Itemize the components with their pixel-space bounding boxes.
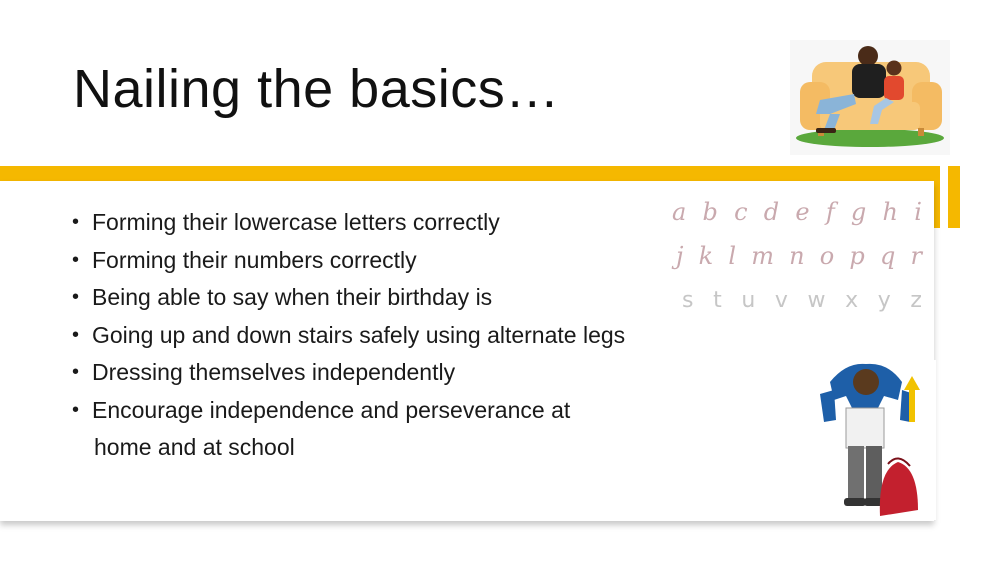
parent-child-sofa-illustration [790, 40, 950, 155]
alphabet-letter: s [682, 287, 694, 313]
alphabet-letter: m [751, 242, 774, 270]
alphabet-row-3 [682, 278, 922, 322]
alphabet-row-1 [672, 190, 922, 234]
alphabet-letter: t [713, 287, 722, 313]
alphabet-letter: o [819, 242, 835, 270]
alphabet-chart [672, 190, 922, 322]
alphabet-letter: l [728, 242, 737, 270]
alphabet-letter: v [774, 287, 788, 313]
bullet-item: • Encourage independence and perseverance at [72, 392, 772, 430]
alphabet-letter: f [825, 198, 835, 226]
slide-title: Nailing the basics… [73, 59, 560, 119]
alphabet-letter: p [849, 242, 865, 270]
bullet-item: • Forming their numbers correctly [72, 242, 772, 280]
alphabet-letter: j [676, 242, 684, 270]
bullet-item: • Forming their lowercase letters correctly [72, 204, 772, 242]
bullet-item: • Being able to say when their birthday is [72, 279, 772, 317]
dressing-child-icon [806, 360, 936, 520]
alphabet-letter: y [877, 287, 891, 313]
alphabet-letter: e [795, 198, 810, 226]
alphabet-letter: a [672, 198, 687, 226]
alphabet-letter: d [763, 198, 780, 226]
alphabet-letter: q [879, 242, 896, 270]
alphabet-row-2 [676, 234, 922, 278]
bullet-continuation: home and at school [94, 434, 295, 460]
bullet-item: • Going up and down stairs safely using alternate legs [72, 317, 772, 355]
alphabet-letter: r [910, 242, 922, 270]
alphabet-letter: w [807, 287, 826, 313]
alphabet-letter: z [910, 287, 922, 313]
alphabet-letter: g [850, 198, 867, 226]
alphabet-letter: x [845, 287, 859, 313]
bullet-list [72, 204, 772, 467]
accent-bar [0, 166, 940, 181]
child-dressing-illustration [806, 360, 936, 520]
alphabet-letter: c [734, 198, 748, 226]
alphabet-letter: n [789, 242, 805, 270]
alphabet-letter: i [914, 198, 922, 226]
bullet-item: • Dressing themselves independently [72, 354, 772, 392]
accent-bar-right [948, 166, 960, 228]
alphabet-letter: h [882, 198, 898, 226]
accent-bar-right-inner [934, 166, 940, 228]
alphabet-letter: u [741, 287, 756, 313]
sofa-scene-icon [790, 40, 950, 155]
alphabet-letter: k [698, 242, 714, 270]
alphabet-letter: b [702, 198, 718, 226]
